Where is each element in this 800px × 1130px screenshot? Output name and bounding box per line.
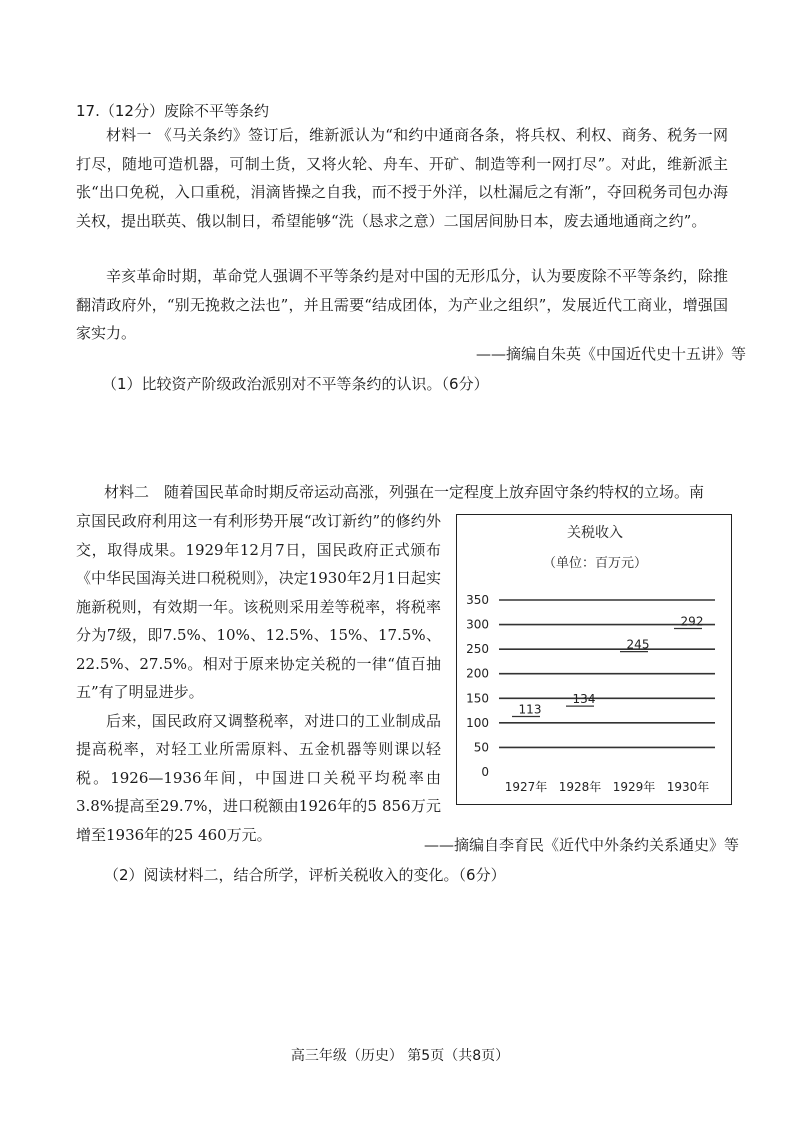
chart-title: 关税收入 <box>567 525 623 541</box>
y-tick-label: 350 <box>466 593 489 607</box>
y-tick-label: 150 <box>466 691 489 706</box>
data-label: 134 <box>572 692 596 707</box>
material1-paragraph2: 辛亥革命时期，革命党人强调不平等条约是对中国的无形瓜分，认为要废除不平等条约，除推翻清政府外，“别无挽救之法也”，并且需要“结成团体，为产业之组织”，发展近代工商业，增强国家实力。 <box>76 267 728 342</box>
material2-intro: 材料二 随着国民革命时期反帝运动高涨，列强在一定程度上放弃固守条约特权的立场。南 <box>104 483 705 501</box>
question-1: （1）比较资产阶级政治派别对不平等条约的认识。（6分） <box>102 375 489 393</box>
question-heading: 17.（12分）废除不平等条约 <box>76 102 269 120</box>
x-tick-label: 1927年 <box>504 780 548 794</box>
question-2: （2）阅读材料二，结合所学，评析关税收入的变化。（6分） <box>104 866 506 884</box>
material2-body <box>76 507 441 849</box>
tariff-chart <box>456 514 732 805</box>
material1-source: ——摘编自朱英《中国近代史十五讲》等 <box>476 345 747 363</box>
x-tick-label: 1930年 <box>666 780 710 794</box>
material2-paragraph2: 后来，国民政府又调整税率，对进口的工业制成品提高税率，对轻工业所需原料、五金机器等则课以轻税。1926—1936年间，中国进口关税平均税率由3.8%提高至29.7%，进口税额由1926年的5 856万元增至1936年的25 460万元。 <box>76 711 441 844</box>
material2-paragraph1: 京国民政府利用这一有利形势开展“改订新约”的修约外交，取得成果。1929年12月7日，国民政府正式颁布《中华民国海关进口税税则》，决定1930年2月1日起实施新税则，有效期一年。该税则采用差等税率，将税率分为7级，即7.5%、10%、12.5%、15%、17.5%、22.5%、27.5%。相对于原来协定关税的一律“值百抽五”有了明显进步。 <box>76 512 441 701</box>
tariff-chart-svg <box>457 515 733 806</box>
page-footer: 高三年级（历史） 第5页（共8页） <box>290 1048 510 1064</box>
y-tick-label: 250 <box>466 642 489 657</box>
chart-subtitle: （单位：百万元） <box>542 556 648 571</box>
data-label: 113 <box>518 702 542 717</box>
data-label: 245 <box>626 637 650 652</box>
y-tick-label: 100 <box>466 715 489 730</box>
y-tick-label: 0 <box>481 765 489 779</box>
data-label: 292 <box>680 614 704 629</box>
y-tick-label: 300 <box>466 617 489 632</box>
x-tick-label: 1928年 <box>558 780 602 794</box>
x-tick-label: 1929年 <box>612 780 656 794</box>
material2-source: ——摘编自李育民《近代中外条约关系通史》等 <box>424 836 740 854</box>
material1-paragraph1: 材料一 《马关条约》签订后，维新派认为“和约中通商各条，将兵权、利权、商务、税务一网打尽，随地可造机器，可制土货，又将火轮、舟车、开矿、制造等利一网打尽”。对此，维新派主张“出口免税，入口重税，涓滴皆操之自我，而不授于外洋，以杜漏卮之有渐”，夺回税务司包办海关权，提出联英、俄以制日，希望能够“洗（恳求之意）二国居间胁日本，废去通地通商之约”。 <box>76 126 728 230</box>
y-tick-label: 200 <box>466 666 489 681</box>
y-tick-label: 50 <box>473 740 489 755</box>
